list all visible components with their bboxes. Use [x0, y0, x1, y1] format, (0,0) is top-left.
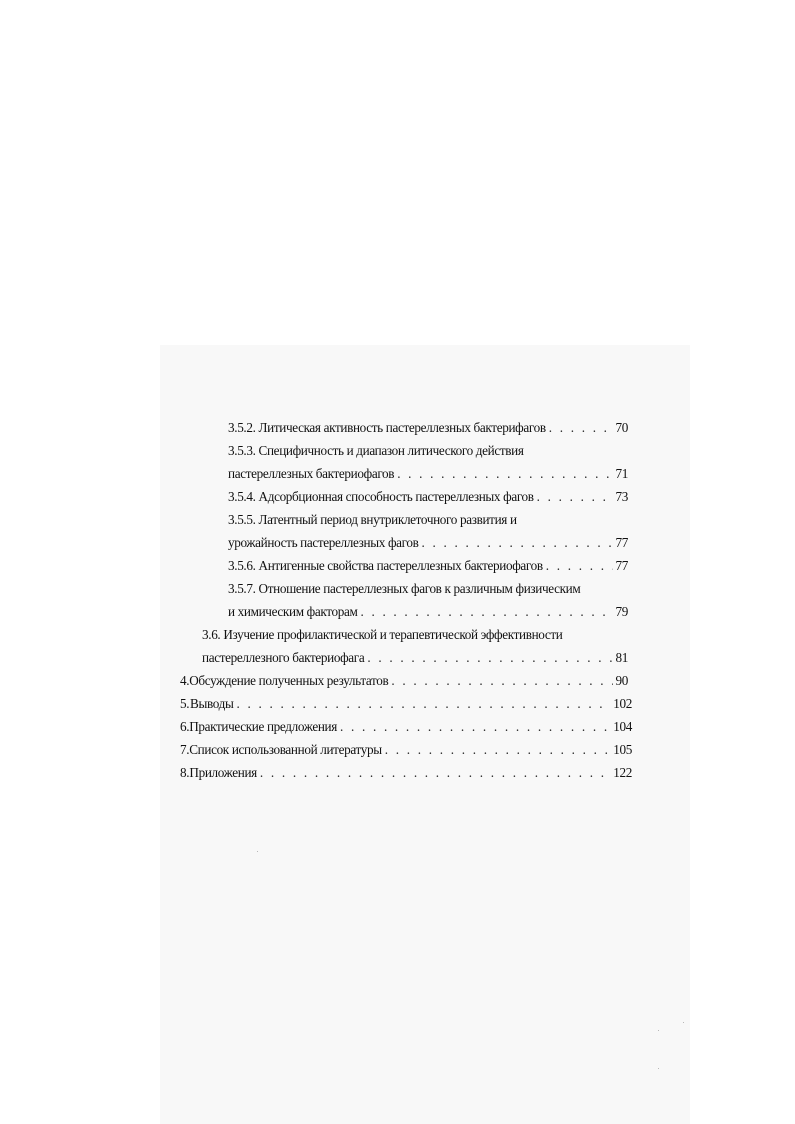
dot-leader — [385, 740, 611, 760]
scan-speck — [683, 1022, 684, 1023]
scan-speck — [658, 1030, 659, 1031]
dot-leader — [397, 464, 612, 484]
dot-leader — [546, 556, 613, 576]
toc-entry-3-5-6 — [228, 556, 628, 576]
dot-leader — [360, 602, 612, 622]
toc-entry-8 — [180, 763, 632, 783]
toc-page-number: 90 — [615, 673, 628, 688]
toc-entry-7 — [180, 740, 632, 760]
toc-page-number: 71 — [615, 466, 628, 481]
toc-page-number: 77 — [615, 535, 628, 550]
dot-leader — [537, 487, 613, 507]
toc-entry-6 — [180, 717, 632, 737]
toc-entry-title: Латентный период внутриклеточного развития и — [258, 512, 517, 527]
toc-entry-4 — [180, 671, 628, 691]
toc-page-number: 122 — [613, 765, 632, 780]
toc-entry-title: Литическая активность пастереллезных бактерифагов — [258, 420, 546, 435]
toc-entry-title: Антигенные свойства пастереллезных бактериофагов — [258, 558, 543, 573]
toc-entry-number: 7. — [180, 742, 190, 757]
toc-page-number: 79 — [615, 604, 628, 619]
scan-speck — [658, 1068, 659, 1069]
toc-page-number: 73 — [615, 489, 628, 504]
toc-entry-3-5-5-continued — [228, 533, 628, 553]
toc-page-number: 70 — [615, 420, 628, 435]
toc-page-number: 102 — [613, 696, 632, 711]
scan-speck — [257, 851, 258, 852]
toc-entry-title: Обсуждение полученных результатов — [189, 673, 389, 688]
toc-entry-number: 4. — [180, 673, 190, 688]
toc-entry-number: 6. — [180, 719, 190, 734]
toc-page-number: 105 — [613, 742, 632, 757]
toc-entry-title: Специфичность и диапазон литического действия — [258, 443, 524, 458]
toc-entry-3-5-7 — [228, 579, 628, 599]
toc-entry-3-6-continued — [202, 648, 628, 668]
toc-entry-title: Адсорбционная способность пастереллезных фагов — [258, 489, 534, 504]
toc-entry-3-5-3 — [228, 441, 628, 461]
toc-entry-number: 3.5.5. — [228, 512, 256, 527]
dot-leader — [391, 671, 612, 691]
toc-entry-5 — [180, 694, 632, 714]
toc-page-number: 81 — [615, 650, 628, 665]
toc-entry-3-5-7-continued — [228, 602, 628, 622]
toc-entry-title: Список использованной литературы — [189, 742, 382, 757]
toc-entry-title-continued: пастереллезного бактериофага — [202, 650, 365, 665]
toc-entry-title: Выводы — [190, 696, 234, 711]
toc-entry-title: Приложения — [189, 765, 257, 780]
toc-entry-number: 3.5.7. — [228, 581, 256, 596]
toc-entry-title-continued: урожайность пастереллезных фагов — [228, 535, 419, 550]
toc-entry-3-5-5 — [228, 510, 628, 530]
toc-entry-number: 3.5.4. — [228, 489, 256, 504]
toc-page-number: 77 — [615, 558, 628, 573]
toc-entry-3-6 — [202, 625, 628, 645]
toc-entry-number: 3.6. — [202, 627, 221, 642]
dot-leader — [340, 717, 610, 737]
toc-entry-title-continued: и химическим факторам — [228, 604, 358, 619]
dot-leader — [260, 763, 610, 783]
dot-leader — [422, 533, 613, 553]
toc-entry-number: 3.5.2. — [228, 420, 256, 435]
dot-leader — [549, 418, 613, 438]
toc-entry-number: 8. — [180, 765, 190, 780]
toc-entry-number: 3.5.3. — [228, 443, 256, 458]
toc-entry-title-continued: пастереллезных бактериофагов — [228, 466, 395, 481]
toc-entry-3-5-4 — [228, 487, 628, 507]
toc-entry-3-5-2 — [228, 418, 628, 438]
dot-leader — [237, 694, 611, 714]
toc-entry-title: Практические предложения — [189, 719, 337, 734]
dot-leader — [367, 648, 612, 668]
toc-entry-number: 3.5.6. — [228, 558, 256, 573]
toc-entry-title: Отношение пастереллезных фагов к различным физическим — [258, 581, 581, 596]
toc-entry-title: Изучение профилактической и терапевтической эффективности — [223, 627, 563, 642]
toc-page-number: 104 — [613, 719, 632, 734]
toc-entry-3-5-3-continued — [228, 464, 628, 484]
toc-entry-number: 5. — [180, 696, 190, 711]
